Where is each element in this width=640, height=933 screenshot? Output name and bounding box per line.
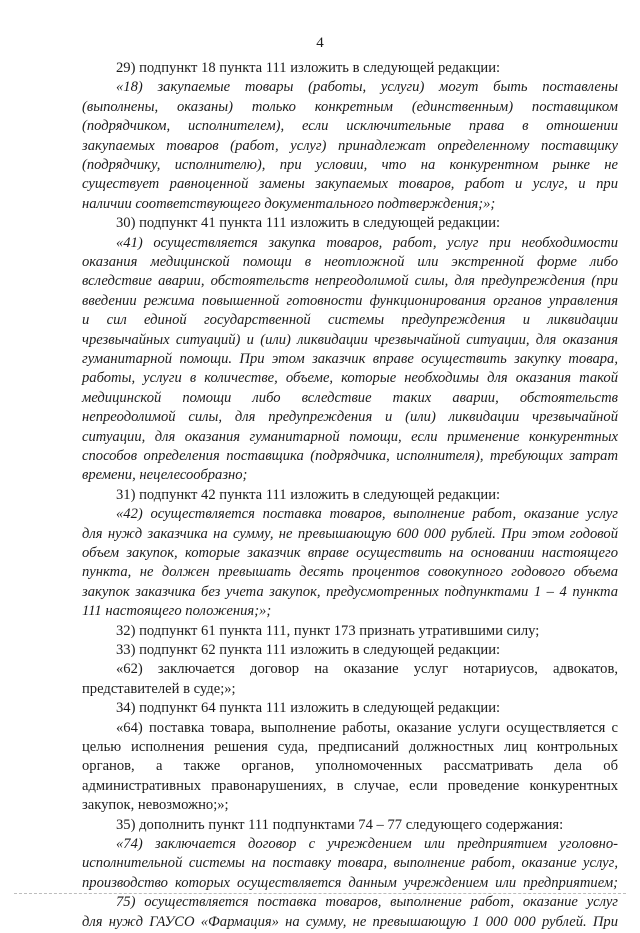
text-line: «64) поставка товара, выполнение работы, оказание услуги осуществляется с	[116, 719, 618, 736]
text-line: 34) подпункт 64 пункта 111 изложить в следующей редакции:	[116, 700, 501, 717]
text-line: пункта, не должен превышать десять процентов совокупного годового объема	[82, 564, 618, 581]
text-line: (выполнены, оказаны) только конкретным (единственным) поставщиком	[82, 98, 618, 115]
text-line: оказания медицинской помощи в неотложной или экстренной форме либо	[82, 254, 618, 270]
text-line: закупок заказчика без учета закупок, предусмотренных подпунктами 1 – 4 пункта	[82, 583, 618, 600]
text-line: 35) дополнить пункт 111 подпунктами 74 – 77 следующего содержания:	[116, 816, 564, 833]
text-line: работы, услуги в количестве, объеме, которые необходимы для оказания такой	[82, 370, 618, 387]
text-line: 30) подпункт 41 пункта 111 изложить в следующей редакции:	[116, 215, 501, 232]
text-line: административных правонарушениях, в случае, если проведение конкурентных	[82, 777, 618, 794]
text-line: для нужд ГАУСО «Фармация» на сумму, не превышающую 1 000 000 рублей. При	[82, 913, 618, 930]
text-line: органов, а также органов, уполномоченных рассматривать дела об	[82, 758, 618, 775]
text-line: производство которых осуществляется данным учреждением или предприятием;	[82, 874, 618, 891]
text-line: способов определения поставщика (подрядчика, исполнителя), требующих затрат	[82, 448, 618, 464]
text-line: времени, нецелесообразно;	[82, 467, 248, 484]
text-line: 32) подпункт 61 пункта 111, пункт 173 признать утратившими силу;	[116, 622, 540, 639]
text-line: исполнительной системы на поставку товара, выполнение работ, оказание услуг,	[82, 855, 618, 872]
text-line: для нужд заказчика на сумму, не превышающую 600 000 рублей. При этом годовой	[82, 525, 618, 542]
text-line: 31) подпункт 42 пункта 111 изложить в следующей редакции:	[116, 486, 501, 503]
text-line: «18) закупаемые товары (работы, услуги) могут быть поставлены	[116, 79, 618, 96]
text-line: непреодолимой силы, для предупреждения и (или) ликвидации чрезвычайной	[82, 409, 618, 426]
page-bottom-edge	[14, 893, 626, 894]
text-line: закупаемых товаров (работ, услуг) принадлежат определенному поставщику	[82, 137, 618, 154]
text-line: существует равноценной замены закупаемых товаров, работ и услуг, и при	[82, 176, 618, 193]
page-number: 4	[316, 35, 324, 51]
text-line: представителей в суде;»;	[82, 680, 236, 697]
text-line: целью исполнения решения суда, предписаний должностных лиц контрольных	[82, 739, 618, 755]
text-line: (подрядчиком, исполнителем), если исключительные права в отношении	[82, 118, 618, 135]
text-line: 33) подпункт 62 пункта 111 изложить в следующей редакции:	[116, 642, 501, 658]
text-line: и сил единой государственной системы предупреждения и ликвидации	[82, 312, 618, 329]
text-line: «74) заключается договор с учреждением или предприятием уголовно-	[116, 836, 618, 852]
text-line: 75) осуществляется поставка товаров, выполнение работ, оказание услуг	[116, 894, 618, 911]
text-line: 111 настоящего положения;»;	[82, 603, 272, 620]
text-line: «41) осуществляется закупка товаров, работ, услуг при необходимости	[116, 234, 618, 251]
text-line: ситуации, для оказания гуманитарной помощи, если применение конкурентных	[82, 428, 618, 445]
text-line: медицинской помощи либо вследствие таких аварии, обстоятельств	[82, 389, 618, 406]
text-line: гуманитарной помощи. При этом заказчик вправе осуществить закупку товара,	[82, 351, 618, 367]
text-line: 29) подпункт 18 пункта 111 изложить в следующей редакции:	[116, 60, 501, 76]
text-line: чрезвычайных ситуаций) и (или) ликвидации чрезвычайной ситуации, для оказания	[82, 331, 618, 348]
text-line: объем закупок, которые заказчик вправе осуществить на основании настоящего	[82, 545, 618, 561]
text-line: наличии соответствующего документального подтверждения;»;	[82, 195, 496, 212]
text-line: введении режима повышенной готовности функционирования органов управления	[82, 292, 618, 309]
text-line: вследствие аварии, обстоятельств непреодолимой силы, для предупреждения (при	[82, 273, 618, 290]
text-line: закупок, невозможно;»;	[82, 797, 229, 814]
text-line: (подрядчику, исполнителю), при условии, что на конкурентном рынке не	[82, 157, 618, 173]
text-line: «42) осуществляется поставка товаров, выполнение работ, оказание услуг	[116, 506, 618, 523]
text-line: «62) заключается договор на оказание услуг нотариусов, адвокатов,	[116, 661, 618, 678]
